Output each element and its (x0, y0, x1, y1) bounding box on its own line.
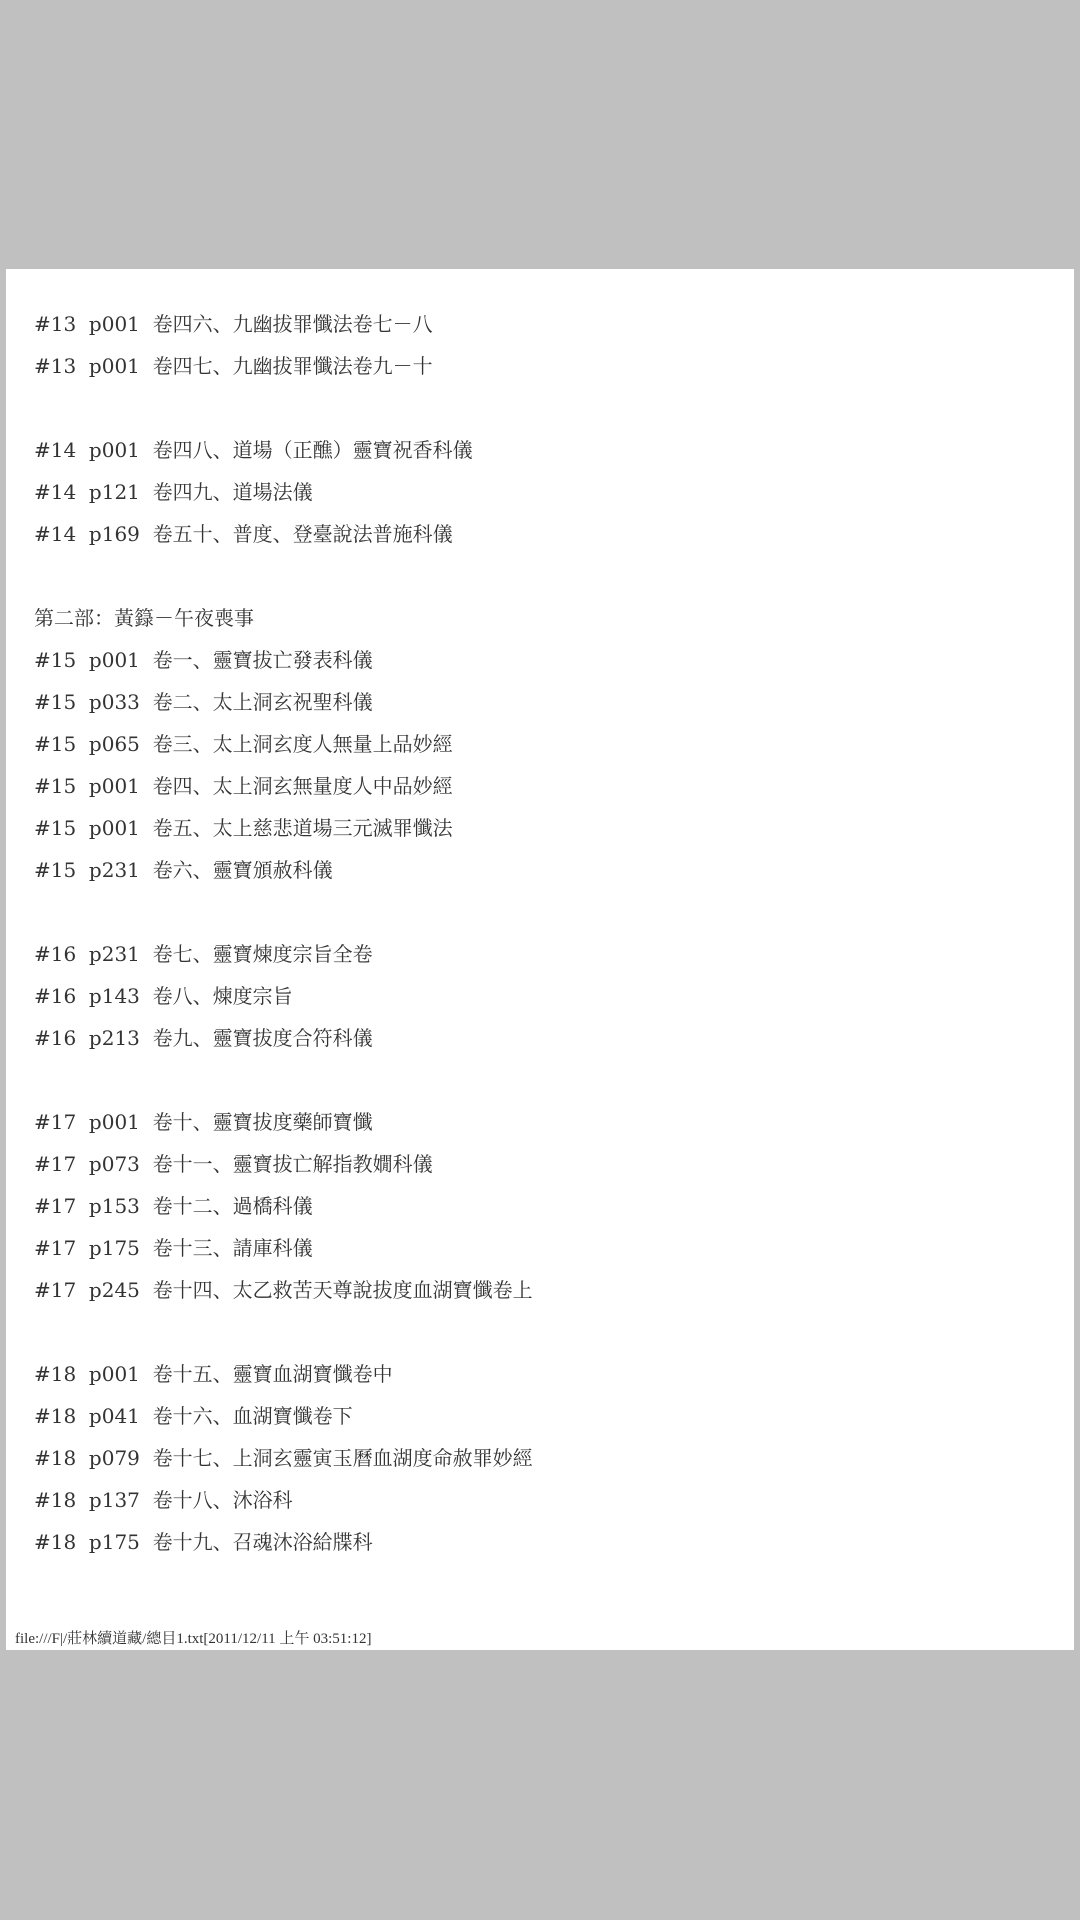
text-line: #18 p041 卷十六、血湖寶懺卷下 (34, 1404, 353, 1428)
blank-line (34, 1059, 1054, 1101)
section-heading: 第二部：黃籙－午夜喪事 (34, 606, 254, 630)
text-line: #15 p065 卷三、太上洞玄度人無量上品妙經 (34, 732, 453, 756)
text-line: #15 p033 卷二、太上洞玄祝聖科儀 (34, 690, 373, 714)
text-line: #16 p213 卷九、靈寶拔度合符科儀 (34, 1026, 373, 1050)
document-page (6, 269, 1074, 1650)
text-line: #16 p231 卷七、靈寶煉度宗旨全卷 (34, 942, 373, 966)
blank-line (34, 891, 1054, 933)
blank-line (34, 555, 1054, 597)
text-line: #18 p079 卷十七、上洞玄靈寅玉曆血湖度命赦罪妙經 (34, 1446, 533, 1470)
text-line: #13 p001 卷四六、九幽拔罪懺法卷七－八 (34, 312, 433, 336)
text-line: #18 p001 卷十五、靈寶血湖寶懺卷中 (34, 1362, 393, 1386)
text-line: #17 p073 卷十一、靈寶拔亡解指教嫺科儀 (34, 1152, 433, 1176)
text-line: #13 p001 卷四七、九幽拔罪懺法卷九－十 (34, 354, 433, 378)
text-line: #15 p001 卷五、太上慈悲道場三元滅罪懺法 (34, 816, 453, 840)
text-line: #17 p001 卷十、靈寶拔度藥師寶懺 (34, 1110, 373, 1134)
text-line: #17 p175 卷十三、請庫科儀 (34, 1236, 313, 1260)
document-body (34, 303, 1054, 1563)
text-line: #14 p001 卷四八、道場（正醮）靈寶祝香科儀 (34, 438, 473, 462)
text-line: #15 p231 卷六、靈寶頒赦科儀 (34, 858, 333, 882)
text-line: #18 p137 卷十八、沐浴科 (34, 1488, 293, 1512)
text-line: #14 p121 卷四九、道場法儀 (34, 480, 313, 504)
text-line: #15 p001 卷一、靈寶拔亡發表科儀 (34, 648, 373, 672)
text-line: #15 p001 卷四、太上洞玄無量度人中品妙經 (34, 774, 453, 798)
text-line: #17 p245 卷十四、太乙救苦天尊說拔度血湖寶懺卷上 (34, 1278, 533, 1302)
text-line: #14 p169 卷五十、普度、登臺說法普施科儀 (34, 522, 453, 546)
text-line: #17 p153 卷十二、過橋科儀 (34, 1194, 313, 1218)
text-line: #18 p175 卷十九、召魂沐浴給牒科 (34, 1530, 373, 1554)
blank-line (34, 387, 1054, 429)
blank-line (34, 1311, 1054, 1353)
file-path-footer: file:///F|/莊林續道藏/總目1.txt[2011/12/11 上午 03:51:12] (15, 1631, 372, 1647)
text-line: #16 p143 卷八、煉度宗旨 (34, 984, 293, 1008)
